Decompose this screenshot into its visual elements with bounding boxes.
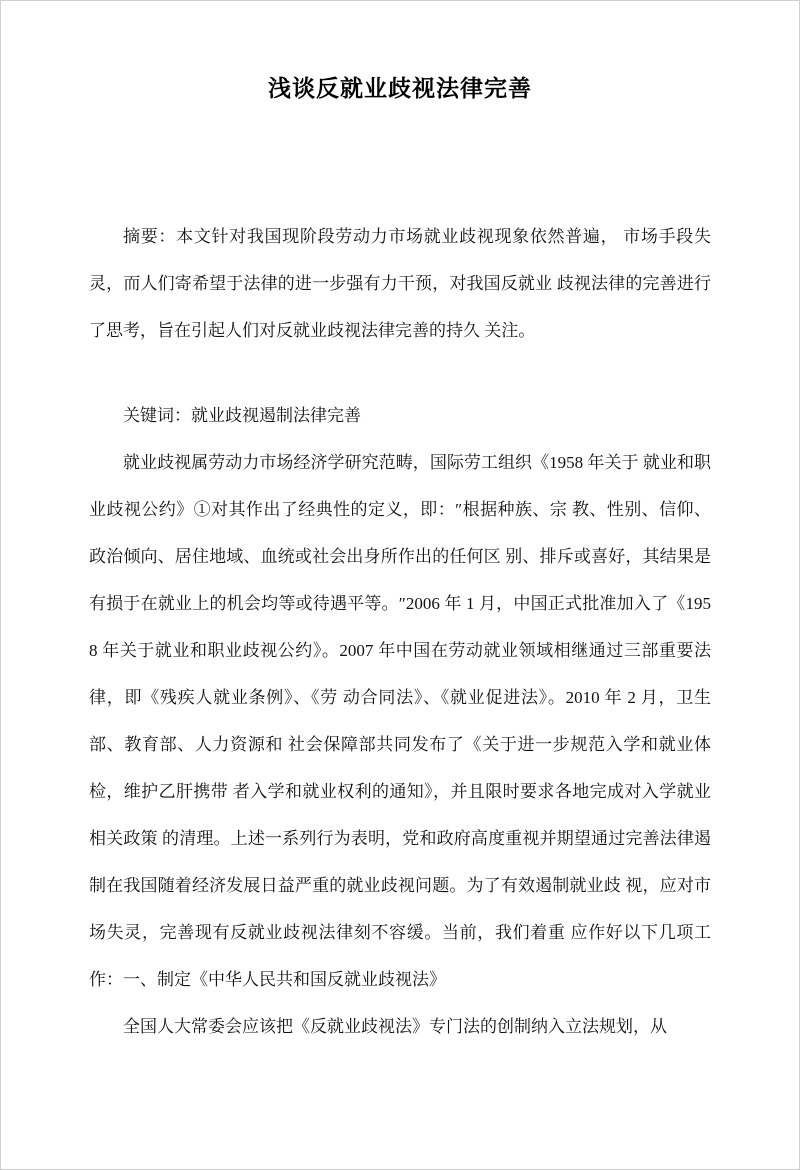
document-title: 浅谈反就业歧视法律完善: [268, 76, 532, 101]
keywords-paragraph: 关键词：就业歧视遏制法律完善: [123, 406, 361, 425]
abstract-paragraph: 摘要：本文针对我国现阶段劳动力市场就业歧视现象依然普遍， 市场手段失灵，而人们寄希望于法律的进一步强有力干预，对我国反就业 歧视法律的完善进行了思考，旨在引起人们对反就业歧视法律完善的持久 关注。: [89, 227, 711, 340]
closing-paragraph: 全国人大常委会应该把《反就业歧视法》专门法的创制纳入立法规划，从: [123, 1017, 667, 1036]
body-paragraph: 就业歧视属劳动力市场经济学研究范畴，国际劳工组织《1958 年关于 就业和职业歧视公约》①对其作出了经典性的定义，即：″根据种族、宗 教、性别、信仰、政治倾向、居住地域、血统或社会出身所作出的任何区 别、排斥或喜好，其结果是有损于在就业上的机会均等或待遇平等。″2006 年 1 月，中国正式批准加入了《1958 年关于就业和职业歧视公约》。2007 年中国在劳动就业领域相继通过三部重要法律，即《残疾人就业条例》、《劳 动合同法》、《就业促进法》。2010 年 2 月，卫生部、教育部、人力资源和 社会保障部共同发布了《关于进一步规范入学和就业体检，维护乙肝携带 者入学和就业权利的通知》，并且限时要求各地完成对入学就业相关政策 的清理。上述一系列行为表明，党和政府高度重视并期望通过完善法律遏 制在我国随着经济发展日益严重的就业歧视问题。为了有效遏制就业歧 视，应对市场失灵，完善现有反就业歧视法律刻不容缓。当前，我们着重 应作好以下几项工作：一、制定《中华人民共和国反就业歧视法》: [89, 453, 711, 989]
